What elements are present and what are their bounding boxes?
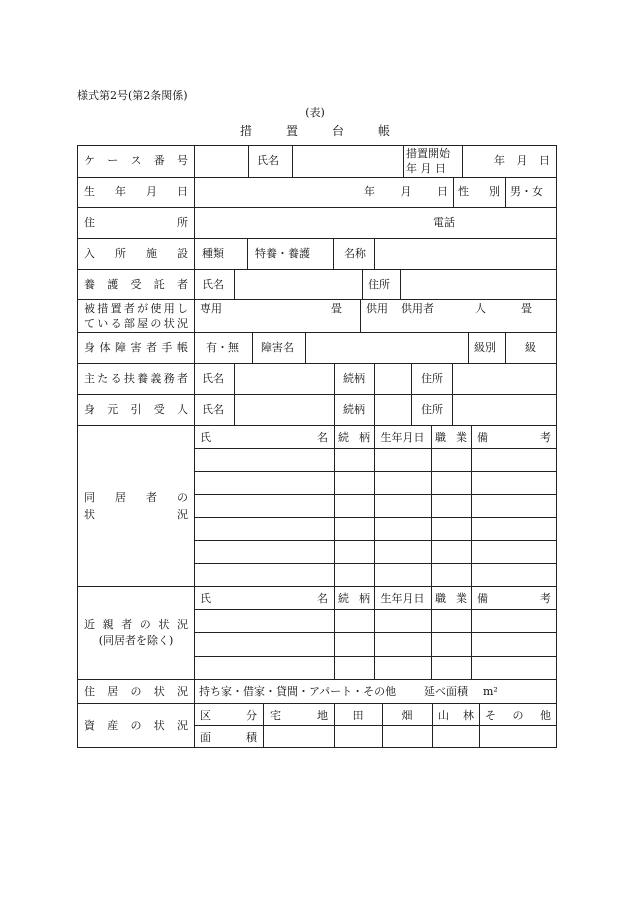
assets-col-field: 畑 [401, 709, 413, 722]
relatives-header-name: 氏 名 [200, 592, 328, 605]
sex-label: 性 別 [458, 185, 500, 198]
relatives-header-relation: 続 柄 [338, 592, 370, 605]
facility-label: 入 所 施 設 [84, 247, 188, 260]
guarantor-label: 身 元 引 受 人 [84, 403, 188, 416]
room-label-1: 被 措 置 者 が 使 用 し [84, 302, 188, 315]
assets-label: 資 産 の 状 況 [84, 719, 188, 732]
disability-grade-unit: 級 [525, 341, 536, 354]
residence-label: 住 居 の 状 況 [84, 685, 188, 698]
cohabitants-label-1: 同 居 者 の [84, 491, 188, 504]
assets-col-rice-field: 田 [352, 709, 364, 722]
room-shared-label: 供用 [366, 302, 388, 315]
caretaker-label: 養 護 受 託 者 [84, 278, 188, 291]
assets-col-residential: 宅 地 [270, 709, 328, 722]
case-start-label-1: 措置開始 [406, 147, 450, 160]
case-start-label-2: 年 月 日 [406, 162, 446, 175]
room-private-label: 専用 [200, 302, 222, 315]
room-mat-unit: 畳 [331, 302, 342, 315]
disability-has-value: 有・無 [206, 341, 239, 354]
relatives-label-1: 近 親 者 の 状 況 [84, 618, 188, 631]
relatives-header-job: 職 業 [435, 592, 467, 605]
form-header: 様式第2号(第2条関係) [77, 89, 188, 102]
residence-floor-label: 延べ面積 [424, 685, 468, 698]
cohabitants-header-notes: 備 考 [477, 431, 551, 444]
assets-area-label: 面 積 [200, 731, 257, 744]
supporter-name-label: 氏名 [202, 372, 224, 385]
sex-value: 男・女 [510, 185, 543, 198]
case-name-label: 氏名 [257, 154, 279, 167]
assets-category-label: 区 分 [200, 709, 257, 722]
birth-label: 生 年 月 日 [84, 185, 188, 198]
facility-type-value: 特養・養護 [255, 247, 310, 260]
room-person-unit: 人 [475, 302, 486, 315]
disability-name-label: 障害名 [261, 341, 294, 354]
cohabitants-header-name: 氏 名 [200, 431, 328, 444]
birth-date: 年 月 日 [364, 185, 448, 198]
cohabitants-header-job: 職 業 [435, 431, 467, 444]
caretaker-name-label: 氏名 [202, 278, 224, 291]
relatives-header-notes: 備 考 [477, 592, 551, 605]
case-number-label: ケ ー ス 番 号 [84, 154, 188, 167]
cohabitants-header-birth: 生年月日 [380, 431, 425, 444]
disability-label: 身 体 障 害 者 手 帳 [84, 341, 188, 354]
page-title: 措置台帳 [239, 124, 424, 138]
address-label: 住 所 [84, 216, 188, 229]
supporter-address-label: 住所 [421, 372, 443, 385]
case-start-value: 年 月 日 [494, 154, 550, 167]
relatives-header-birth: 生年月日 [380, 592, 425, 605]
facility-type-label: 種類 [202, 247, 224, 260]
assets-col-other: そ の 他 [485, 709, 551, 722]
phone-label: 電話 [433, 216, 455, 229]
room-label-2: て い る 部 屋 の 状 況 [84, 317, 188, 330]
relatives-label-2: (同居者を除く) [98, 634, 174, 647]
guarantor-address-label: 住所 [421, 403, 443, 416]
supporter-relation-label: 続柄 [343, 372, 365, 385]
residence-value: 持ち家・借家・貸間・アパート・その他 [199, 685, 397, 698]
sub-title: (表) [305, 106, 325, 119]
guarantor-relation-label: 続柄 [343, 403, 365, 416]
assets-col-forest: 山 林 [438, 709, 474, 722]
caretaker-address-label: 住所 [368, 278, 390, 291]
room-mat-unit-2: 畳 [521, 302, 532, 315]
guarantor-name-label: 氏名 [202, 403, 224, 416]
facility-name-label: 名称 [344, 247, 366, 260]
cohabitants-label-2: 状 況 [84, 508, 188, 521]
residence-floor-unit: m² [483, 685, 498, 698]
cohabitants-header-relation: 続 柄 [338, 431, 370, 444]
disability-grade-label: 級別 [474, 341, 496, 354]
supporter-label: 主 た る 扶 養 義 務 者 [84, 372, 188, 385]
room-shared-user-label: 供用者 [401, 302, 434, 315]
